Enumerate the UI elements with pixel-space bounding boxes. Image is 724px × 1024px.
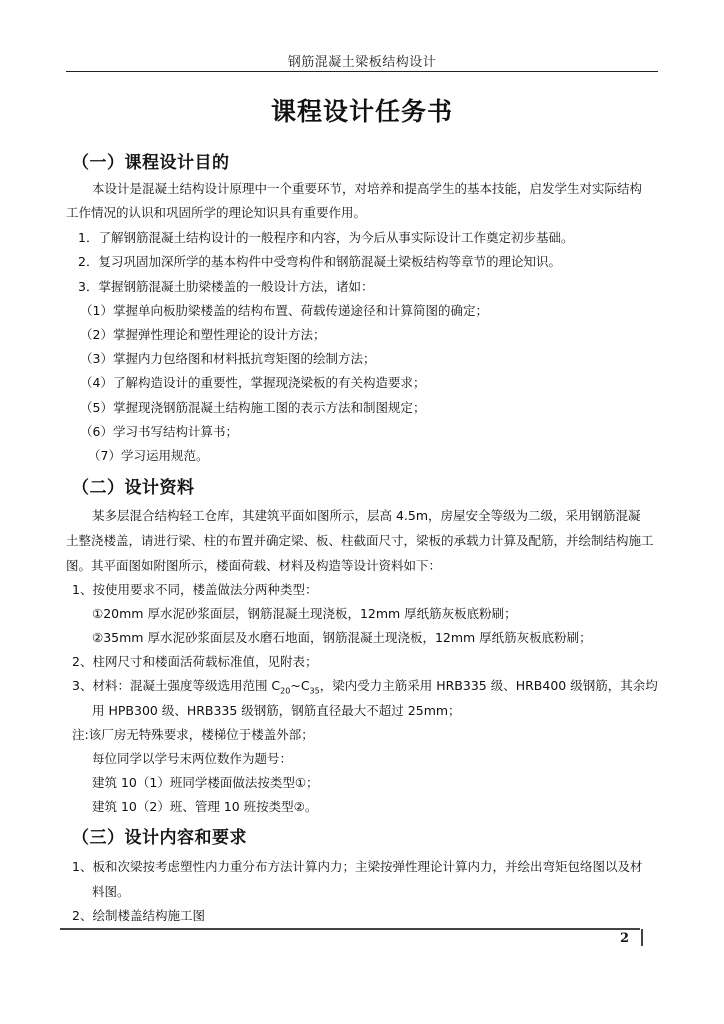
document-title: 课程设计任务书 [270, 97, 453, 126]
concrete-grade-min: 20 [280, 686, 291, 696]
list-item: 3．掌握钢筋混凝土肋梁楼盖的一般设计方法，诸如： [78, 279, 374, 294]
sub-list-item: （3）掌握内力包络图和材料抵抗弯矩图的绘制方法； [80, 351, 376, 366]
sub-list-item: （5）掌握现浇钢筋混凝土结构施工图的表示方法和制图规定； [80, 400, 426, 415]
note-line: 每位同学以学号末两位数作为题号： [92, 751, 293, 766]
sub-list-item: ②35mm 厚水泥砂浆面层及水磨石地面，钢筋混凝土现浇板，12mm 厚纸筋灰板底粉刷； [92, 630, 592, 645]
page-number-bar [641, 929, 643, 946]
list-item: 2、绘制楼盖结构施工图 [72, 908, 205, 923]
list-item-continuation: 料图。 [92, 884, 130, 899]
note: 注:该厂房无特殊要求，楼梯位于楼盖外部； [72, 727, 314, 742]
sub-list-item: （6）学习书写结构计算书； [80, 424, 238, 439]
section-heading-purpose: （一）课程设计目的 [72, 153, 230, 173]
section-heading-design-data: （二）设计资料 [72, 478, 195, 498]
sub-list-item: ①20mm 厚水泥砂浆面层，钢筋混凝土现浇板，12mm 厚纸筋灰板底粉刷； [92, 606, 517, 621]
sub-list-item: （1）掌握单向板肋梁楼盖的结构布置、荷载传递途径和计算简图的确定； [80, 303, 488, 318]
section-heading-content: （三）设计内容和要求 [72, 828, 247, 848]
sub-list-item: （4）了解构造设计的重要性，掌握现浇梁板的有关构造要求； [80, 375, 426, 390]
page-number: 2 [620, 931, 630, 946]
list-item-continuation: 用 HPB300 级、HRB335 级钢筋，钢筋直径最大不超过 25mm； [92, 703, 461, 718]
list-item: 1、板和次梁按考虑塑性内力重分布方法计算内力；主梁按弹性理论计算内力，并绘出弯矩包络图以及材 [72, 859, 643, 874]
paragraph-line: 本设计是混凝土结构设计原理中一个重要环节，对培养和提高学生的基本技能，启发学生对实际结构 [92, 181, 643, 196]
concrete-grade-max: 35 [309, 686, 320, 696]
sub-list-item: （2）掌握弹性理论和塑性理论的设计方法； [80, 327, 326, 342]
materials-text: 3、材料：混凝土强度等级选用范围 C [72, 678, 281, 693]
materials-text: ~C [290, 678, 310, 693]
paragraph-line: 某多层混合结构轻工仓库，其建筑平面如图所示，层高 4.5m，房屋安全等级为二级，采用钢筋混凝 [92, 508, 641, 523]
sub-list-item: （7）学习运用规范。 [88, 448, 209, 463]
list-item: 2．复习巩固加深所学的基本构件中受弯构件和钢筋混凝土梁板结构等章节的理论知识。 [78, 254, 561, 269]
list-item: 1．了解钢筋混凝土结构设计的一般程序和内容，为今后从事实际设计工作奠定初步基础。 [78, 230, 574, 245]
note-line: 建筑 10（1）班同学楼面做法按类型①； [92, 775, 319, 790]
footer-divider [60, 928, 640, 930]
list-item: 2、柱网尺寸和楼面活荷载标准值，见附表； [72, 654, 318, 669]
running-header: 钢筋混凝土梁板结构设计 [287, 55, 437, 70]
paragraph-line: 工作情况的认识和巩固所学的理论知识具有重要作用。 [66, 205, 367, 220]
header-divider [66, 71, 658, 72]
note-line: 建筑 10（2）班、管理 10 班按类型②。 [92, 799, 318, 814]
paragraph-line: 图。其平面图如附图所示，楼面荷载、材料及构造等设计资料如下： [66, 558, 442, 573]
materials-text: ，梁内受力主筋采用 HRB335 级、HRB400 级钢筋，其余均 [319, 678, 658, 693]
list-item: 1、按使用要求不同，楼盖做法分两种类型： [72, 582, 318, 597]
paragraph-line: 土整浇楼盖，请进行梁、柱的布置并确定梁、板、柱截面尺寸，梁板的承载力计算及配筋，并绘制结构施工 [66, 533, 654, 548]
list-item-materials [72, 678, 658, 700]
